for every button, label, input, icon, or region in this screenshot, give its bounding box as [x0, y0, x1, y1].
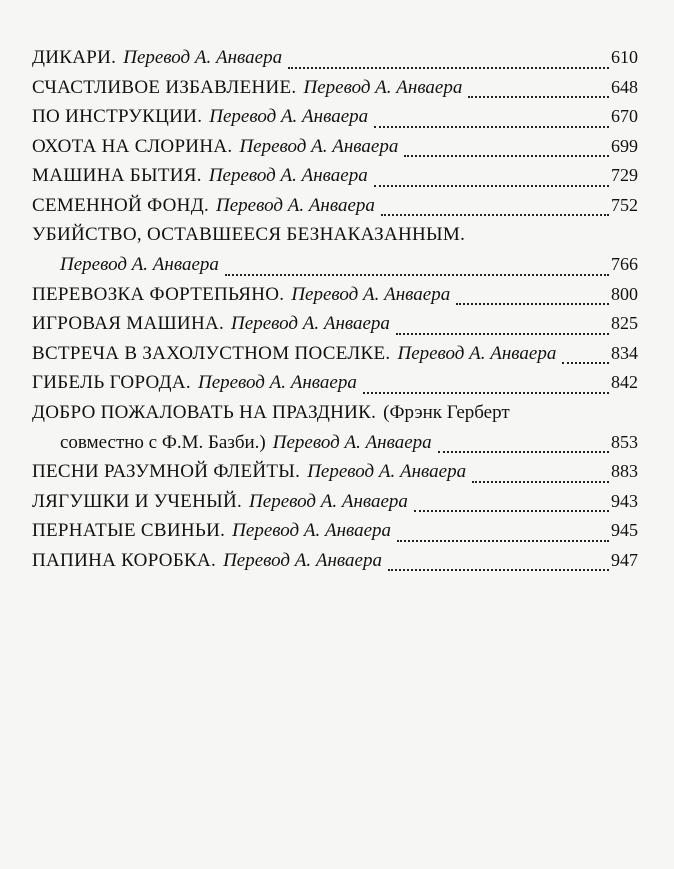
entry-translator: Перевод А. Анваера: [397, 342, 557, 364]
toc-entry: [32, 461, 638, 491]
toc-entry: [32, 402, 638, 462]
entry-page-number: 945: [611, 520, 638, 540]
entry-translator: Перевод А. Анваера: [303, 76, 463, 98]
dot-leader: [414, 510, 609, 512]
entry-translator: Перевод А. Анваера: [208, 165, 368, 186]
entry-translator: Перевод А. Анваера: [272, 431, 432, 453]
toc-entry: [32, 136, 638, 166]
dot-leader: [396, 333, 609, 335]
entry-translator: Перевод А. Анваера: [223, 549, 382, 571]
entry-title: СЕМЕННОЙ ФОНД.: [32, 194, 210, 216]
entry-translator: Перевод А. Анваера: [291, 283, 451, 305]
entry-page-number: 842: [611, 372, 638, 392]
entry-translator: Перевод А. Анваера: [239, 135, 399, 157]
dot-leader: [438, 451, 609, 453]
toc-entry: [32, 520, 638, 550]
dot-leader: [468, 96, 609, 98]
entry-title: ПЕРНАТЫЕ СВИНЬИ.: [32, 520, 226, 541]
entry-translator: Перевод А. Анваера: [123, 47, 283, 68]
toc-entry: [32, 106, 638, 136]
entry-translator: Перевод А. Анваера: [231, 313, 390, 334]
toc-entry: [32, 224, 638, 284]
entry-page-number: 947: [611, 549, 638, 570]
entry-title: УБИЙСТВО, ОСТАВШЕЕСЯ БЕЗНАКАЗАННЫМ.: [32, 224, 466, 245]
entry-title: ЛЯГУШКИ И УЧЕНЫЙ.: [32, 490, 243, 512]
dot-leader: [374, 126, 609, 128]
toc-entry: [32, 77, 638, 107]
entry-page-number: 729: [611, 165, 638, 185]
dot-leader: [225, 274, 609, 276]
toc-entry: [32, 165, 638, 195]
entry-page-number: 943: [611, 490, 638, 511]
entry-translator: Перевод А. Анваера: [307, 461, 467, 482]
entry-page-number: 834: [611, 342, 638, 363]
entry-page-number: 699: [611, 135, 638, 156]
entry-title: ВСТРЕЧА В ЗАХОЛУСТНОМ ПОСЕЛКЕ.: [32, 342, 391, 364]
entry-page-number: 853: [611, 431, 638, 452]
entry-title: ОХОТА НА СЛОРИНА.: [32, 135, 233, 157]
dot-leader: [288, 67, 609, 69]
toc-entry: [32, 372, 638, 402]
entry-page-number: 648: [611, 76, 638, 97]
entry-translator: Перевод А. Анваера: [249, 490, 408, 512]
entry-translator: Перевод А. Анваера: [216, 194, 375, 216]
dot-leader: [363, 392, 609, 394]
entry-translator: Перевод А. Анваера: [209, 106, 369, 127]
entry-page-number: 670: [611, 106, 638, 126]
toc-entry: [32, 284, 638, 314]
entry-title: СЧАСТЛИВОЕ ИЗБАВЛЕНИЕ.: [32, 76, 297, 98]
entry-title: ПЕРЕВОЗКА ФОРТЕПЬЯНО.: [32, 283, 285, 305]
entry-coauthor-line1: (Фрэнк Герберт: [383, 401, 510, 423]
dot-leader: [562, 362, 609, 364]
entry-page-number: 883: [611, 461, 638, 481]
table-of-contents: [32, 47, 638, 579]
dot-leader: [456, 303, 609, 305]
toc-entry: [32, 343, 638, 373]
toc-entry: [32, 195, 638, 225]
dot-leader: [397, 540, 609, 542]
entry-title: МАШИНА БЫТИЯ.: [32, 165, 202, 186]
toc-entry: [32, 550, 638, 580]
entry-translator: Перевод А. Анваера: [232, 520, 392, 541]
toc-entry: [32, 47, 638, 77]
entry-page-number: 825: [611, 313, 638, 333]
entry-coauthor-line2: совместно с Ф.М. Базби.): [60, 431, 266, 453]
entry-title: ДОБРО ПОЖАЛОВАТЬ НА ПРАЗДНИК.: [32, 401, 377, 423]
dot-leader: [472, 481, 609, 483]
entry-title: ПО ИНСТРУКЦИИ.: [32, 106, 203, 127]
entry-title: ДИКАРИ.: [32, 47, 117, 68]
dot-leader: [404, 155, 609, 157]
entry-page-number: 752: [611, 194, 638, 215]
dot-leader: [374, 185, 609, 187]
dot-leader: [381, 214, 609, 216]
entry-title: ПЕСНИ РАЗУМНОЙ ФЛЕЙТЫ.: [32, 461, 301, 482]
toc-entry: [32, 491, 638, 521]
entry-page-number: 766: [611, 254, 638, 274]
entry-title: ГИБЕЛЬ ГОРОДА.: [32, 372, 191, 393]
entry-translator: Перевод А. Анваера: [197, 372, 357, 393]
entry-translator: Перевод А. Анваера: [60, 254, 219, 275]
entry-page-number: 610: [611, 47, 638, 67]
entry-title: ПАПИНА КОРОБКА.: [32, 549, 217, 571]
toc-entry: [32, 313, 638, 343]
dot-leader: [388, 569, 609, 571]
entry-title: ИГРОВАЯ МАШИНА.: [32, 313, 225, 334]
entry-page-number: 800: [611, 283, 638, 304]
